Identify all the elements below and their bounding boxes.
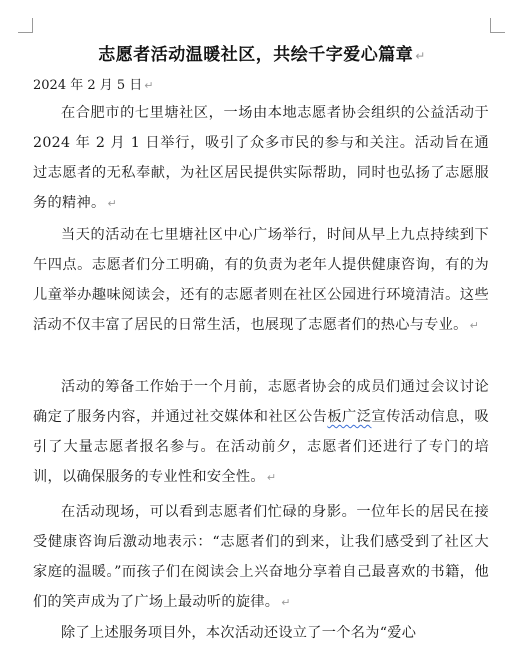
body-paragraph[interactable]: 在活动现场，可以看到志愿者们忙碌的身影。一位年长的居民在接受健康咨询后激动地表示：“志愿者们的到来，让我们感受到了社区大家庭的温暖。”而孩子们在阅读会上兴奋地分享着自己最喜欢的书籍，他们的笑声成为了广场上最动听的旋律。 ↵	[33, 504, 489, 610]
paragraph-mark-icon: ↵	[107, 197, 117, 210]
body-paragraph[interactable]: 当天的活动在七里塘社区中心广场举行，时间从早上九点持续到下午四点。志愿者们分工明确，有的负责为老年人提供健康咨询，有的为儿童举办趣味阅读会，还有的志愿者则在社区公园进行环境清洁。这些活动不仅丰富了居民的日常生活，也展现了志愿者们的热心与专业。 ↵	[33, 227, 489, 333]
spellcheck-flagged-text[interactable]: 板广泛	[327, 409, 372, 425]
paragraph-mark-icon: ↵	[469, 319, 480, 332]
title-text: 志愿者活动温暖社区，共绘千字爱心篇章	[98, 45, 414, 65]
paragraph-mark-icon: ↵	[281, 596, 291, 609]
date-text: 2024 年 2 月 5 日	[33, 78, 143, 93]
document-title[interactable]	[0, 40, 524, 65]
body-paragraph-partial[interactable]: 除了上述服务项目外，本次活动还设立了一个名为“爱心	[61, 625, 417, 641]
page-corner-mark-top-left	[18, 18, 33, 33]
paragraph-mark-icon: ↵	[415, 49, 426, 63]
body-paragraph[interactable]: 在合肥市的七里塘社区，一场由本地志愿者协会组织的公益活动于 2024 年 2 月 1 日举行，吸引了众多市民的参与和关注。活动旨在通过志愿者的无私奉献，为社区居民提供实际帮助，同时也弘扬了志愿服务的精神。 ↵	[33, 105, 489, 211]
document-date[interactable]	[33, 74, 154, 93]
paragraph-mark-icon: ↵	[144, 79, 154, 92]
body-paragraph[interactable]: 活动的筹备工作始于一个月前，志愿者协会的成员们通过会议讨论确定了服务内容，并通过社交媒体和社区公告板广泛宣传活动信息，吸引了大量志愿者报名参与。在活动前夕，志愿者们还进行了专门的培训，以确保服务的专业性和安全性。 ↵	[33, 379, 489, 485]
paragraph-mark-icon: ↵	[266, 471, 277, 484]
page-corner-mark-top-right	[490, 18, 505, 33]
